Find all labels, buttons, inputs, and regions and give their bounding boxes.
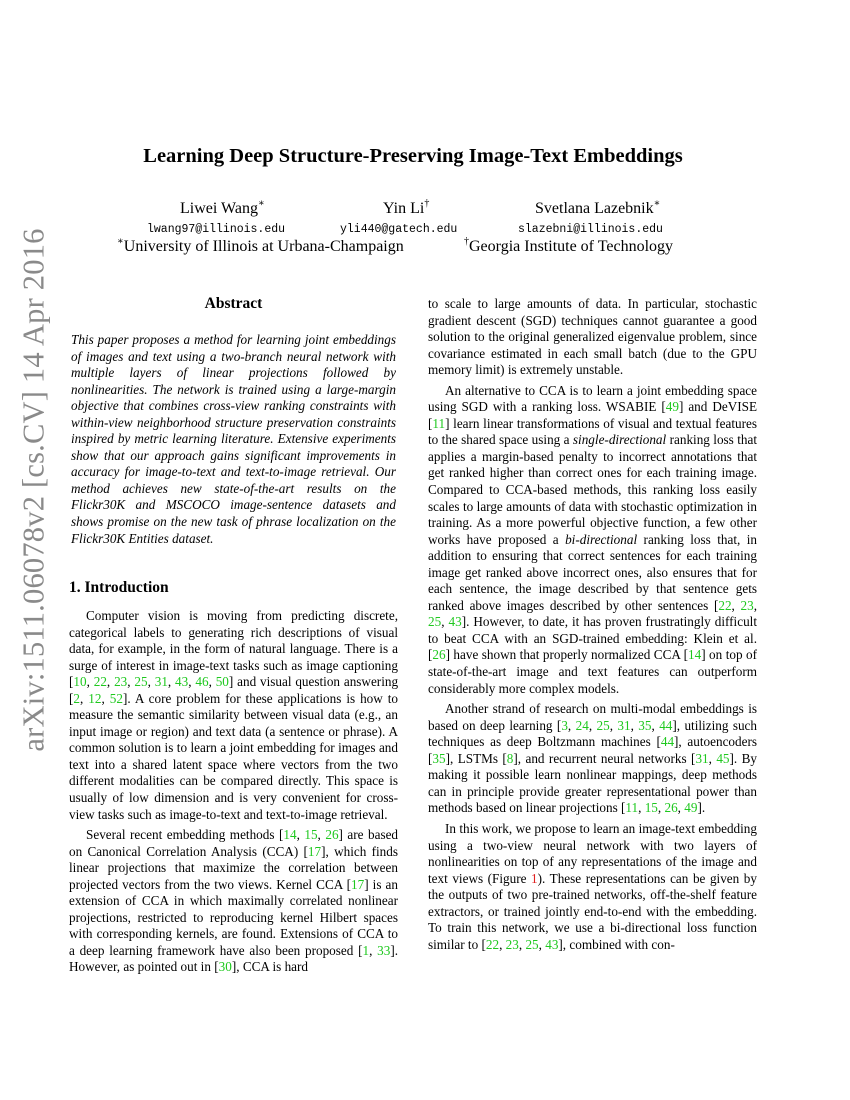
citation-link[interactable]: 23 — [505, 936, 519, 952]
paragraph: In this work, we propose to learn an image-text embedding using a two-view neural network with two layers of nonlinearities on top of any representations of the image and text views (Figure 1). These representations can be given by the outputs of two pre-trained networks, off-the-shelf feature extractors, or trained jointly end-to-end with the embedding. To train this network, we use a bi-directional loss function similar to [22, 23, 25, 43], combined with con- — [428, 820, 757, 952]
section-heading-introduction: 1. Introduction — [69, 579, 169, 596]
citation-link[interactable]: 25 — [525, 936, 539, 952]
emphasis: single-directional — [572, 432, 667, 448]
paragraph: Another strand of research on multi-modal embeddings is based on deep learning [3, 24, 25, 31, 35, 44], utilizing such techniques as deep Boltzmann machines [44], autoencoders [35], LSTMs [8], and recurrent neural networks [31, 45]. By making it possible learn nonlinear mappings, deep methods can in principle provide greater representational power than methods based on linear projections [11, 15, 26, 49]. — [428, 701, 757, 816]
citation-link[interactable]: 43 — [448, 614, 462, 630]
citation-link[interactable]: 14 — [688, 647, 702, 663]
citation-link[interactable]: 43 — [175, 674, 189, 690]
citation-link[interactable]: 17 — [307, 843, 322, 859]
citation-link[interactable]: 15 — [304, 827, 318, 843]
citation-link[interactable]: 43 — [545, 936, 559, 952]
author-3 — [535, 200, 660, 218]
paragraph: to scale to large amounts of data. In particular, stochastic gradient descent (SGD) techniques cannot guarantee a good solution to the original generalized eigenvalue problem, since covariance estimated in each small batch (due to the GPU memory limit) is extremely unstable. — [428, 296, 757, 378]
citation-link[interactable]: 25 — [134, 674, 148, 690]
affiliation-mark: ∗ — [117, 236, 124, 247]
affiliation-1 — [117, 238, 404, 256]
citation-link[interactable]: 25 — [596, 717, 610, 733]
citation-link[interactable]: 45 — [716, 750, 730, 766]
citation-link[interactable]: 22 — [93, 674, 107, 690]
citation-link[interactable]: 31 — [154, 674, 168, 690]
citation-link[interactable]: 22 — [485, 936, 500, 952]
left-column-body — [69, 608, 398, 976]
paragraph: An alternative to CCA is to learn a joint embedding space using SGD with a ranking loss. WSABIE [49] and DeVISE [11] learn linear transformations of visual and textual features to the shared space using a single-directional ranking loss that applies a margin-based penalty to incorrect annotations that get ranked higher than correct ones for each training image. Compared to CCA-based methods, this ranking loss easily scales to large amounts of data with stochastic optimization in training. As a more powerful objective function, a few other works have proposed a bi-directional ranking loss that, in addition to ensuring that correct sentences for each training image get ranked above incorrect ones, also ensures that for each sentence, the image described by that sentence gets ranked above images described by other sentences [22, 23, 25, 43]. However, to date, it has proven frustratingly difficult to beat CCA with an SGD-trained embedding: Klein et al. [26] have shown that properly normalized CCA [14] on top of state-of-the-art image and text features can outperform considerably more complex models. — [428, 382, 758, 696]
citation-link[interactable]: 2 — [73, 690, 80, 706]
citation-link[interactable]: 26 — [432, 647, 446, 663]
citation-link[interactable]: 23 — [740, 597, 754, 613]
citation-link[interactable]: 15 — [644, 800, 658, 816]
author-3-email[interactable]: slazebni@illinois.edu — [518, 223, 663, 236]
affiliation-mark: † — [464, 236, 469, 247]
affiliation-mark: † — [424, 198, 430, 209]
right-column-body — [428, 296, 757, 953]
citation-link[interactable]: 1 — [362, 942, 370, 958]
affiliation-name: Georgia Institute of Technology — [469, 238, 674, 255]
abstract-text: This paper proposes a method for learning joint embeddings of images and text using a two-branch neural network with multiple layers of linear projections followed by nonlinearities. The network is trained using a large-margin objective that combines cross-view ranking constraints with within-view neighborhood structure preservation constraints inspired by metric learning literature. Extensive experiments show that our approach gains significant improvements in accuracy for image-to-text and text-to-image retrieval. Our method achieves new state-of-the-art results on the Flickr30K and MSCOCO image-sentence datasets and shows promise on the new task of phrase localization on the Flickr30K Entities dataset. — [71, 332, 396, 546]
citation-link[interactable]: 24 — [575, 717, 589, 733]
figure-link[interactable]: 1 — [531, 870, 538, 886]
abstract-body — [71, 332, 396, 547]
affiliation-mark: ∗ — [257, 198, 265, 209]
paragraph: Computer vision is moving from predicting discrete, categorical labels to generating rich descriptions of visual data, for example, in the form of natural language. There is a surge of interest in image-text tasks such as image captioning [10, 22, 23, 25, 31, 43, 46, 50] and visual question answering [2, 12, 52]. A core problem for these applications is how to measure the semantic similarity between visual data (e.g., an input image or region) and text data (a sentence or phrase). A common solution is to learn a joint embedding for images and text into a shared latent space where vectors from the two different modalities can be compared directly. This space is usually of low dimension and is very convenient for cross-view tasks such as image-to-text and text-to-image retrieval. — [69, 608, 399, 822]
citation-link[interactable]: 3 — [561, 717, 568, 733]
citation-link[interactable]: 26 — [664, 800, 678, 816]
citation-link[interactable]: 30 — [218, 959, 232, 975]
citation-link[interactable]: 49 — [665, 399, 679, 415]
affiliation-2 — [464, 238, 673, 256]
citation-link[interactable]: 11 — [432, 415, 446, 431]
citation-link[interactable]: 11 — [625, 800, 639, 816]
citation-link[interactable]: 33 — [377, 942, 391, 958]
author-name: Liwei Wang — [180, 200, 258, 217]
paragraph: Several recent embedding methods [14, 15, 26] are based on Canonical Correlation Analysis (CCA) [17], which finds linear projections that maximize the correlation between projected vectors from the two views. Kernel CCA [17] is an extension of CCA in which maximally correlated nonlinear projections, restricted to reproducing kernel Hilbert spaces with corresponding kernels, are found. Extensions of CCA to a deep learning framework have also been proposed [1, 33]. However, as pointed out in [30], CCA is hard — [69, 827, 399, 975]
citation-link[interactable]: 44 — [660, 734, 675, 750]
author-name: Svetlana Lazebnik — [535, 200, 654, 217]
author-2 — [383, 200, 429, 218]
abstract-heading: Abstract — [204, 295, 263, 312]
citation-link[interactable]: 26 — [325, 827, 339, 843]
citation-link[interactable]: 14 — [283, 827, 297, 843]
citation-link[interactable]: 22 — [718, 597, 732, 613]
citation-link[interactable]: 52 — [109, 690, 123, 706]
author-name: Yin Li — [383, 200, 425, 217]
citation-link[interactable]: 44 — [659, 717, 673, 733]
affiliation-name: University of Illinois at Urbana-Champaign — [123, 238, 404, 255]
citation-link[interactable]: 17 — [351, 876, 365, 892]
author-1-email[interactable]: lwang97@illinois.edu — [147, 223, 286, 236]
affiliation-mark: ∗ — [653, 198, 661, 209]
emphasis: bi-directional — [565, 531, 638, 547]
arxiv-id: arXiv:1511.06078v2 [cs.CV] 14 Apr 2016 — [16, 228, 51, 752]
citation-link[interactable]: 23 — [114, 674, 128, 690]
citation-link[interactable]: 10 — [73, 674, 87, 690]
arxiv-stamp — [8, 228, 60, 752]
citation-link[interactable]: 12 — [88, 690, 102, 706]
citation-link[interactable]: 25 — [428, 614, 442, 630]
citation-link[interactable]: 31 — [695, 750, 709, 766]
citation-link[interactable]: 35 — [432, 750, 446, 766]
citation-link[interactable]: 35 — [638, 717, 652, 733]
citation-link[interactable]: 49 — [684, 800, 698, 816]
author-2-email[interactable]: yli440@gatech.edu — [340, 223, 458, 236]
citation-link[interactable]: 46 — [195, 674, 209, 690]
citation-link[interactable]: 8 — [506, 750, 514, 766]
author-1 — [180, 200, 265, 218]
paper-title: Learning Deep Structure-Preserving Image-Text Embeddings — [143, 145, 683, 167]
citation-link[interactable]: 50 — [215, 674, 229, 690]
citation-link[interactable]: 31 — [617, 717, 631, 733]
